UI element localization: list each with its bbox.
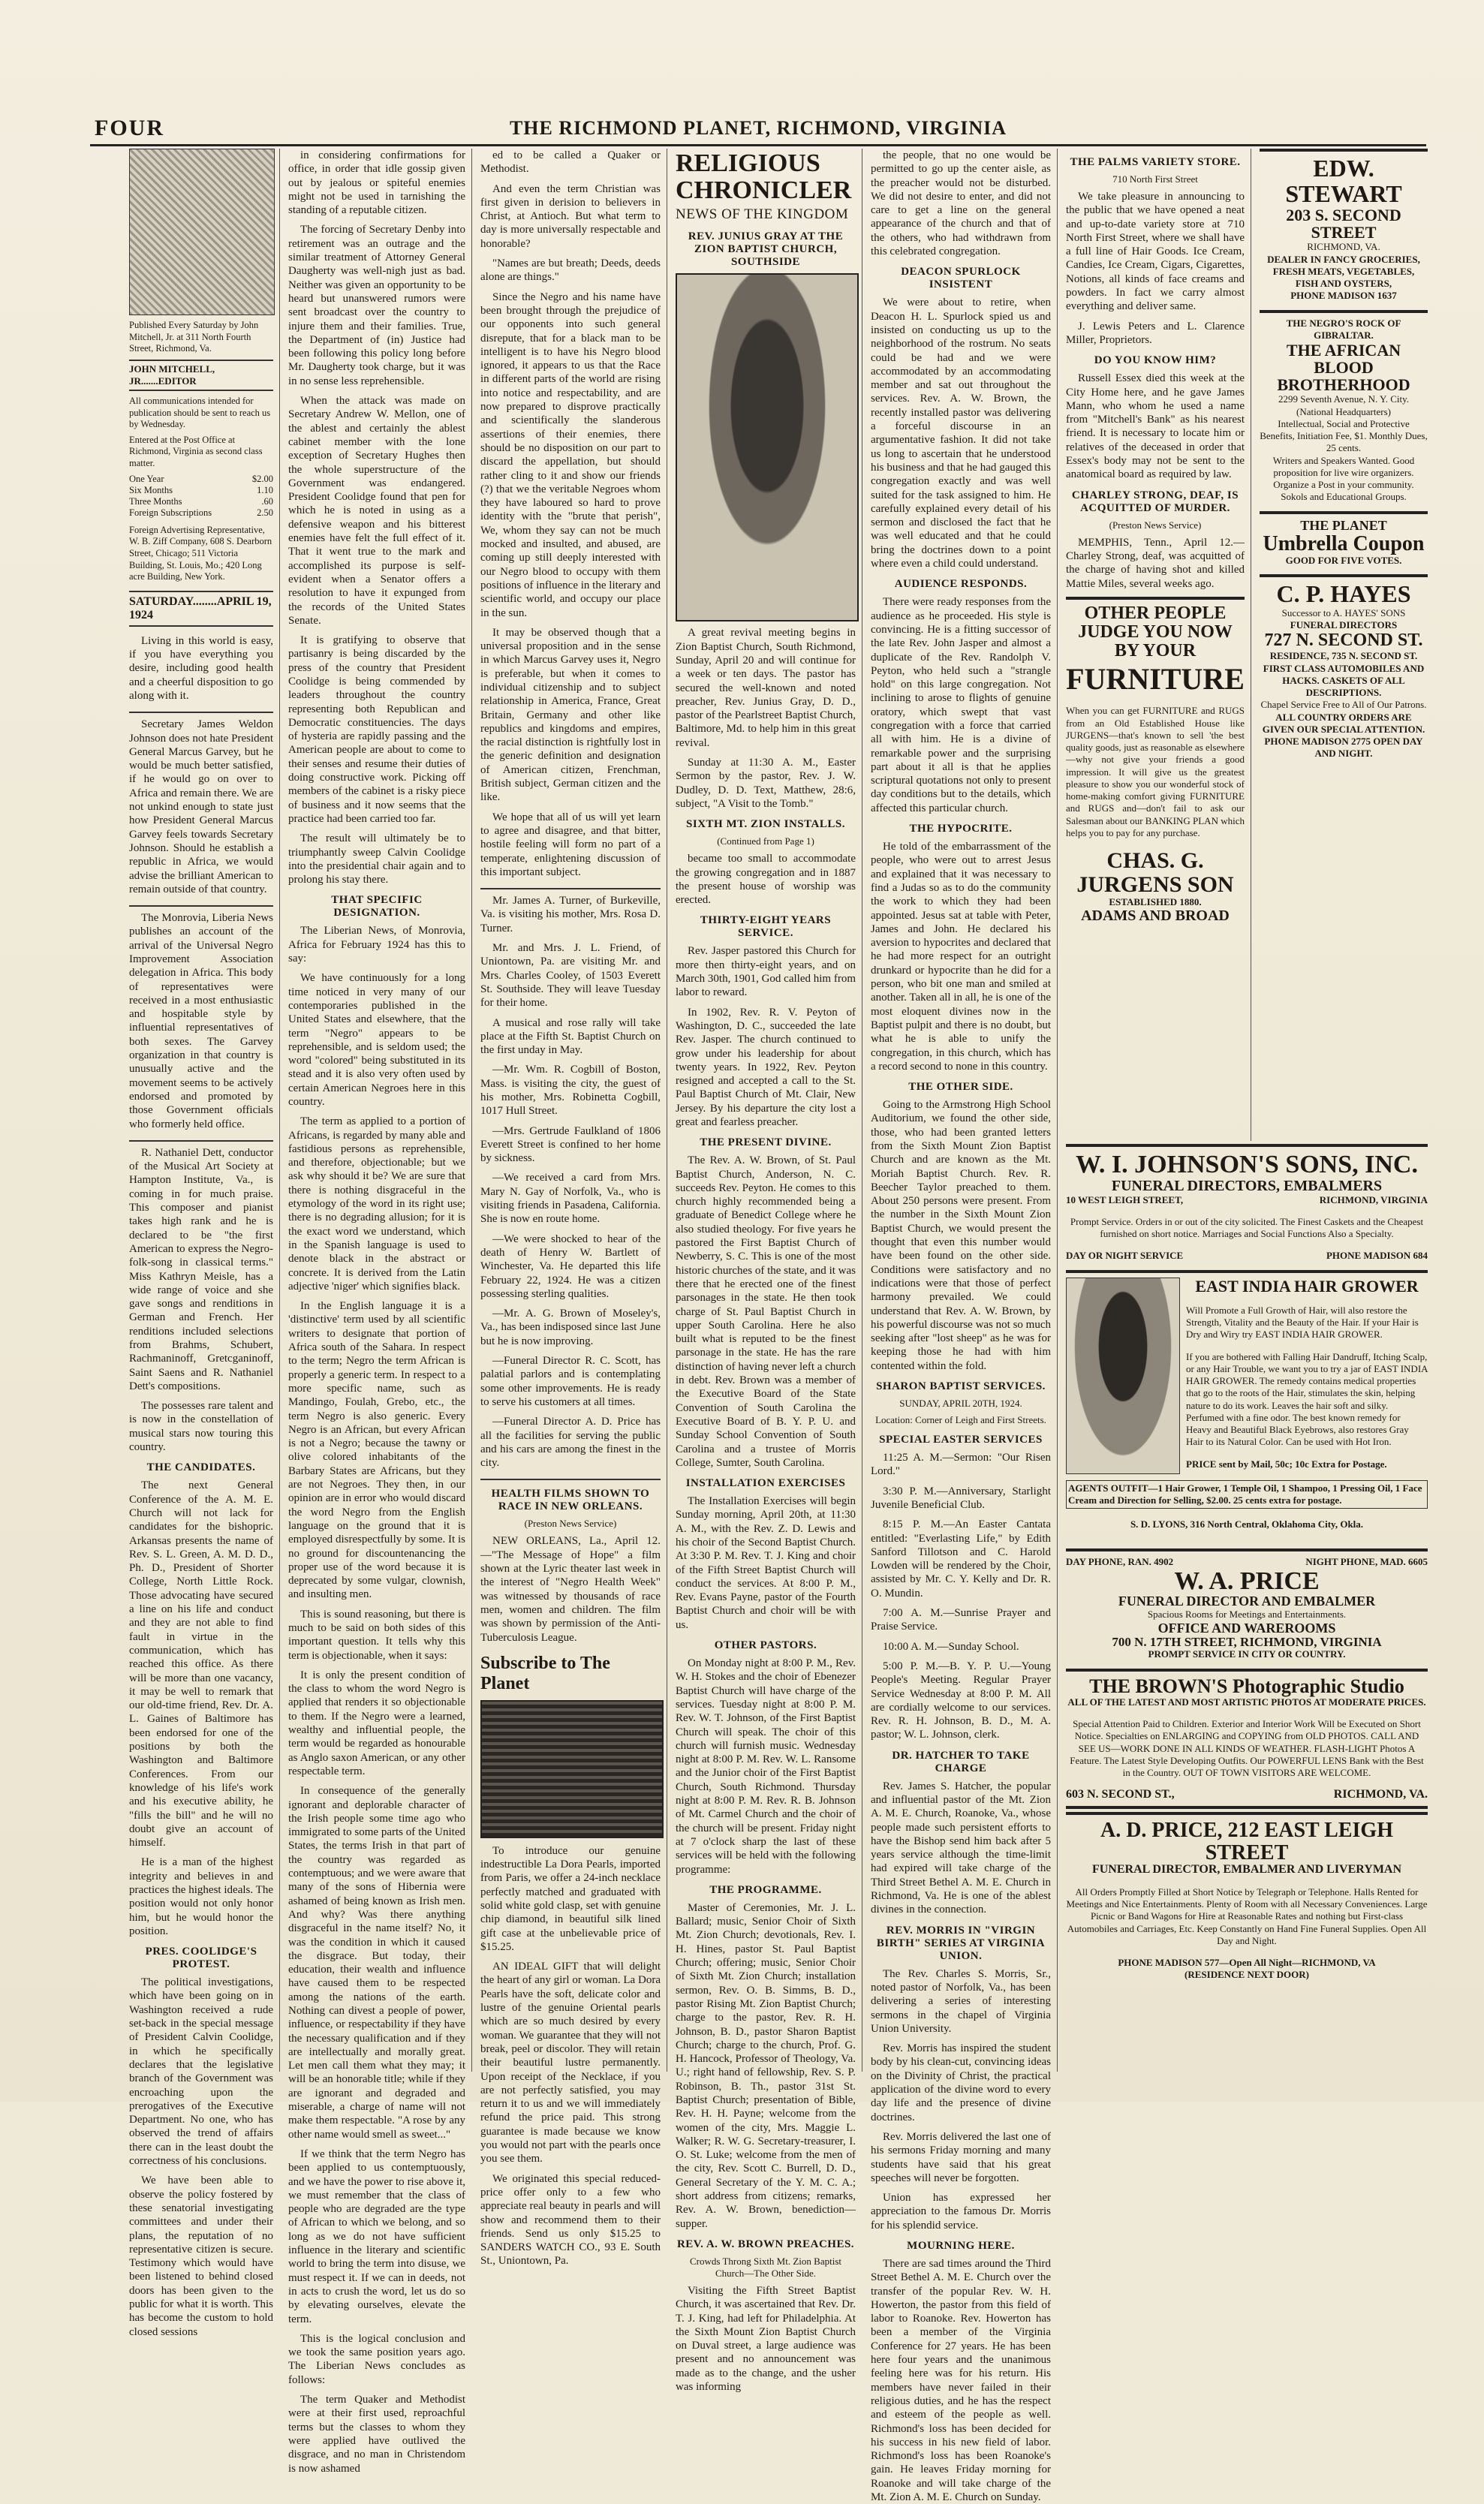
news-paragraph: A great revival meeting begins in Zion Baptist Church, South Richmond, Sunday, April 20 and will continue for a week or ten days. The pastor has secured the well-known and noted preacher, Rev. Junius Gray, D. D., pastor of the Pearlstreet Baptist Church, Baltimore, Md. to help him in this great revival. <box>676 627 856 749</box>
portrait-image <box>676 273 859 621</box>
pearl-necklace-case-image <box>480 1700 664 1838</box>
column-2 <box>282 149 471 2475</box>
abb-benefits: Intellectual, Social and Protective Benefits, Initiation Fee, $1. Monthly Dues, 25 cents. <box>1260 417 1428 454</box>
sharon-location: Location: Corner of Leigh and First Streets. <box>875 1414 1046 1426</box>
abb-name: THE AFRICAN BLOOD BROTHERHOOD <box>1277 341 1410 395</box>
subhead: THIRTY-EIGHT YEARS SERVICE. <box>700 914 832 940</box>
subscription-rates <box>129 474 273 519</box>
wa-price-line: FUNERAL DIRECTOR AND EMBALMER <box>1118 1594 1376 1609</box>
abb-tagline: THE NEGRO'S ROCK OF GIBRALTAR. <box>1286 317 1401 341</box>
palms-store-address: 710 North First Street <box>1112 173 1198 185</box>
news-paragraph: Rev. Morris delivered the last one of his sermons Friday morning and many students have said that his great speeches will never be forgotten. <box>871 2130 1051 2184</box>
personal-item: Mr. and Mrs. J. L. Friend, of Uniontown, Pa. are visiting Mr. and Mrs. Charles Cooley, of 1503 Everett St. Southside. They will leave Tuesday for their home. <box>480 942 661 1010</box>
separator <box>129 712 273 713</box>
east-india-hair-grower-ad <box>1066 1270 1428 1545</box>
browns-address-row <box>1066 1789 1428 1801</box>
ad-paragraph: We originated this special reduced-price offer only to a few who appreciate real beauty in pearls and will show and recommend them to their friends. Send us only $15.25 to SANDERS WATCH CO., 93 E. South St., Uniontown, Pa. <box>480 2172 661 2268</box>
editorial-paragraph: This is the logical conclusion and we took the same position years ago. The Liberian News concludes as follows: <box>288 2332 465 2386</box>
news-paragraph: Union has expressed her appreciation to the famous Dr. Morris for his splendid service. <box>871 2192 1051 2232</box>
johnson-city: RICHMOND, VIRGINIA <box>1319 1193 1428 1205</box>
news-paragraph: On Monday night at 8:00 P. M., Rev. W. H. Stokes and the choir of Ebenezer Baptist Church will have charge of the services. Tuesday night at 8:00 P. M. Rev. W. T. Johnson, of the First Baptist Church will speak. The choir of this church will furnish music. Wednesday night at 8:00 P. M. Rev. W. L. Ransome and the Junior choir of the First Baptist Church, South Richmond. Thursday night at 8:00 P. M. Rev. R. B. Johnson of Mt. Carmel Church and the choir of the church will be present. Friday night at 7 o'clock sharp the last of these services will be held with the following programme: <box>676 1657 856 1876</box>
news-paragraph: The Rev. Charles S. Morris, Sr., noted pastor of Norfolk, Va., has been delivering a series of interesting sermons in the chapel of Virginia Union University. <box>871 1967 1051 2035</box>
subhead: THE HYPOCRITE. <box>909 823 1013 835</box>
johnson-name: W. I. JOHNSON'S SONS, INC. <box>1076 1151 1418 1178</box>
personal-item: —We were shocked to hear of the death of Henry W. Bartlett of Winchester, Va. He departed this life February 22, 1924. He was a citizen possessing sterling qualities. <box>480 1232 661 1300</box>
ad-price-phone: PHONE MADISON 577—Open All Night—RICHMOND, VA <box>1118 1957 1376 1969</box>
stewart-line: DEALER IN FANCY GROCERIES, <box>1267 253 1420 265</box>
editorial-paragraph: The term Quaker and Methodist were at their first used, reproachful terms but the classes to whom they were applied have outlived the disgrace, and no man in Christendom is now ashamed <box>288 2394 465 2475</box>
stewart-name: EDW. STEWART <box>1285 155 1402 207</box>
rate-row: One Year $2.00 <box>129 473 273 484</box>
wa-price-day-phone: DAY PHONE, RAN. 4902 <box>1066 1555 1174 1567</box>
news-paragraph: The Installation Exercises will begin Sunday morning, April 20th, at 11:30 A. M., with the Rev. Z. D. Lewis and his choir of the Second Baptist Church. At 3:30 P. M. Rev. T. J. King and choir of the Fifth Street Baptist Church will conduct the services. At 8:00 P. M., Rev. Evans Payne, pastor of the Fourth Baptist Church and choir will be with us. <box>676 1495 856 1631</box>
jurgens-address: ADAMS AND BROAD <box>1081 907 1230 925</box>
program-item: 8:15 P. M.—An Easter Cantata entitled: "Everlasting Life," by Edith Sanford Tillotson and C. Harold Lowden will be rendered by the Choir, assisted by Mr. C. Y. Kelly and Dr. R. O. Mundin. <box>871 1518 1051 1600</box>
editor-line: JOHN MITCHELL, JR.......EDITOR <box>129 360 273 391</box>
separator <box>129 905 273 907</box>
hayes-line: Chapel Service Free to All of Our Patrons. <box>1260 699 1427 711</box>
subhead: THE PRESENT DIVINE. <box>700 1136 832 1149</box>
jurgens-established: ESTABLISHED 1880. <box>1109 896 1202 908</box>
furniture-ad-headline: OTHER PEOPLE JUDGE YOU NOW BY YOUR <box>1078 603 1233 661</box>
column-7 <box>1254 149 1434 1141</box>
editorial-paragraph: The Liberian News, of Monrovia, Africa for February 1924 has this to say: <box>288 925 465 965</box>
editorial-paragraph: The term as applied to a portion of Africans, is regarded by many able and fastidious persons as reprehensible, and therefore, objectionable; but we ask why should it be? We are sure that there is nothing disgraceful in the etymology of the word in its right use; there is no degrading allusion; for it is the exact word we understand, which in the Spanish language is used to denote black in the abstract or concrete. It is derived from the Latin adjective 'niger' which signifies black. <box>288 1115 465 1293</box>
hayes-phone: PHONE MADISON 2775 OPEN DAY AND NIGHT. <box>1264 736 1423 760</box>
hayes-line: Successor to A. HAYES' SONS <box>1281 606 1406 618</box>
abb-wanted: Writers and Speakers Wanted. Good proposition for live wire organizers. Organize a Post in your community. Sokols and Educational Groups. <box>1272 454 1415 503</box>
headline-do-you-know-him: DO YOU KNOW HIM? <box>1094 354 1217 367</box>
hayes-line: ALL COUNTRY ORDERS ARE GIVEN OUR SPECIAL ATTENTION. <box>1262 711 1425 735</box>
palms-store-heading: THE PALMS VARIETY STORE. <box>1070 156 1241 168</box>
browns-name: THE BROWN'S Photographic Studio <box>1089 1675 1404 1697</box>
news-paragraph: Going to the Armstrong High School Auditorium, we found the other side, those, who had been granted letters from the Sixth Mount Zion Baptist Church and are known as the Mt. Moriah Baptist Church. Rev. R. Beecher Taylor preached to them. About 250 persons were present. From the number in the Sixth Mount Zion Baptist Church, we would present the thought that even this number would have been found on the other side. Conditions were satisfactory and no indications were that those of perfect harmony prevailed. We could understand that Rev. A. W. Brown, by his powerful discourse was not so much seeking after "lost sheep" as he was for keeping those he had with him contented within the fold. <box>871 1099 1051 1372</box>
wa-price-line: PROMPT SERVICE IN CITY OR COUNTRY. <box>1148 1648 1346 1660</box>
ad-paragraph: AN IDEAL GIFT that will delight the heart of any girl or woman. La Dora Pearls have the soft, delicate color and lustre of the genuine Oriental pearls which are so much desired by every woman. We guarantee that they will not break, peel or discolor. They will retain their beautiful lustre permanently. Upon receipt of the Necklace, if you are not perfectly satisfied, you may return it to us and we will immediately refund the price paid. This strong guarantee is made because we know you would not part with the pearls once you see them. <box>480 1961 661 2165</box>
editorial-paragraph: "Names are but breath; Deeds, deeds alone are things." <box>480 257 661 284</box>
headline-charley-strong: CHARLEY STRONG, DEAF, IS ACQUITTED OF MURDER. <box>1071 489 1239 514</box>
editorial-paragraph: The Monrovia, Liberia News publishes an account of the arrival of the Universal Negro Improvement Association delegation in Africa. This body of representatives were received in a most enthusiastic and hospitable style by influential representatives of both sexes. The Garvey organization in that country is unusually active and the movement seems to be actively endorsed and promoted by those Government officials who formerly held office. <box>129 912 273 1130</box>
headline-hatcher: DR. HATCHER TO TAKE CHARGE <box>892 1749 1030 1774</box>
ad-price-line: FUNERAL DIRECTOR, EMBALMER AND LIVERYMAN <box>1091 1862 1402 1876</box>
separator <box>480 1479 661 1480</box>
continued-note: (Continued from Page 1) <box>717 835 814 847</box>
entered-note: Entered at the Post Office at Richmond, Virginia as second class matter. <box>129 434 263 468</box>
news-paragraph: He told of the embarrassment of the people, who were out to arrest Jesus and explained that it was necessary to find a Judas so as to do the community the work to which they had been appointed. Jesus sat at table with Peter, James and John. He declared his aversion to hypocrites and declared that he had more respect for an outright drunkard or hypocrite than he did for a person, who bit one man and smiled at another. Taken all in all, he is one of the most eloquent divines now in the Baptist pulpit and there is no doubt, but what he is able to unify the congregation, in this church, which has a record second to none in this country. <box>871 841 1051 1073</box>
editorial-paragraph: We have continuously for a long time noticed in very many of our contemporaries published in the United States and elsewhere, that the term "Negro" appears to be reprehensible, and is seldom used; the word "colored" being substituted in its stead and it is also very often used by certain American Negroes here in this country. <box>288 972 465 1108</box>
hair-grower-price: PRICE sent by Mail, 50c; 10c Extra for Postage. <box>1186 1458 1387 1470</box>
wa-price-line: Spacious Rooms for Meetings and Entertainments. <box>1147 1609 1347 1621</box>
headline-brown-preaches: REV. A. W. BROWN PREACHES. <box>676 2238 855 2250</box>
column-1 <box>123 149 279 2338</box>
hair-grower-body: Will Promote a Full Growth of Hair, will also restore the Strength, Vitality and the Beauty of the Hair. If your Hair is Dry and Wiry try EAST INDIA HAIR GROWER. <box>1186 1304 1419 1341</box>
coupon-title: Umbrella Coupon <box>1263 531 1425 555</box>
wa-price-name: W. A. PRICE <box>1174 1567 1320 1595</box>
program-item: 7:00 A. M.—Sunrise Prayer and Praise Service. <box>871 1607 1051 1633</box>
editorial-paragraph: The forcing of Secretary Denby into retirement was an outrage and the similar treatment of Attorney General Daugherty was well-nigh just as bad. Neither was given an opportunity to be heard but unanswered rumors were sent broadcast over the country to injure them and their families. True, the Department of (in) Justice had been following this policy long before Mr. Daugherty took charge, but it was in no sense less reprehensible. <box>288 224 465 387</box>
section-banner: RELIGIOUS CHRONICLER <box>676 149 852 204</box>
news-paragraph: NEW ORLEANS, La., April 12.—"The Message of Hope" a film shown at the Lyric theater last week in the interest of "Negro Health Week" was witnessed by thousands of race men, women and children. The film was shown by permission of the Anti-Tuberculosis League. <box>480 1535 661 1644</box>
johnson-address: 10 WEST LEIGH STREET, <box>1066 1193 1184 1205</box>
subhead: AUDIENCE RESPONDS. <box>894 578 1028 591</box>
personal-item: —We received a card from Mrs. Mary N. Gay of Norfolk, Va., who is visiting friends in Pasadena, California. She is now en route home. <box>480 1172 661 1226</box>
masthead-title: THE RICHMOND PLANET, RICHMOND, VIRGINIA <box>509 117 1007 139</box>
editorial-paragraph: And even the term Christian was first given in derision to believers in Christ, at Antioch. But what term to day is more universally respectable and honorable? <box>480 182 661 250</box>
page-number: FOUR <box>95 116 164 140</box>
news-paragraph: Master of Ceremonies, Mr. J. L. Ballard; music, Senior Choir of Sixth Mt. Zion Church; devotionals, Rev. I. H. Hines, pastor St. Paul Baptist Church; offering; music, Senior Choir of Sixth Mt. Zion Church; installation sermon, Rev. O. B. Simms, B. D., pastor Rising Mt. Zion Baptist Church; charge to the pastor, Rev. R. H. Johnson, B. D., pastor Sharon Baptist Church; charge to the church, Prof. G. H. Hancock, Professor of Theology, Va. U.; right hand of fellowship, Rev. S. P. Robinson, B. Th., pastor 31st St. Baptist Church; presentation of Bible, Rev. H. H. Payne; welcome from the women of the city, Mrs. Maggie L. Walker; R. W. G. Secretary-treasurer, I. O. St. Luke; welcome from the men of the city, Rev. Scott C. Burrell, D. D., General Secretary of the Y. M. C. A.; short address from citizens; remarks, Rev. A. W. Brown, benediction—supper. <box>676 1901 856 2230</box>
column-3 <box>474 149 667 2268</box>
separator <box>480 888 661 889</box>
news-service-credit: (Preston News Service) <box>1109 519 1202 531</box>
hayes-address: 727 N. SECOND ST. <box>1264 631 1423 651</box>
editorial-paragraph: We hope that all of us will yet learn to agree and disagree, and that bitter, hostile feeling will form no part of a temperate, enlightening discussion of this important subject. <box>480 811 661 878</box>
hair-grower-agents: AGENTS OUTFIT—1 Hair Grower, 1 Temple Oil, 1 Shampoo, 1 Pressing Oil, 1 Face Cream and Direction for Selling, $2.00. 25 cents extra for postage. <box>1066 1480 1428 1509</box>
editorial-paragraph: Secretary James Weldon Johnson does not hate President General Marcus Garvey, but he would be much better satisfied, if he would go on over to Africa and remain there. We are not unkind enough to state just how President General Marcus Garvey feels towards Secretary Johnson. Should he establish a republic in Africa, we would advise the brilliant American to remain outside of that country. <box>129 718 273 895</box>
headline-health-films: HEALTH FILMS SHOWN TO RACE IN NEW ORLEANS. <box>491 1488 650 1513</box>
furniture-ad-body: When you can get FURNITURE and RUGS from an Old Established House like JURGENS—that's known to sell 'the best quality goods, just as reasonable as elsewhere—why not give your friends a good impression. It will give us the greatest pleasure to show you our wonderful stock of home-making comfort giving FURNITURE and RUGS and—don't fail to ask our Salesman about our BANKING PLAN which helps you to pay for any purchase. <box>1066 705 1245 838</box>
editorial-paragraph: The result will ultimately be to triumphantly sweep Calvin Coolidge into the presidential chair again and to prolong his stay there. <box>288 832 465 886</box>
ad-paragraph: To introduce our genuine indestructible La Dora Pearls, imported from Paris, we offer a 24-inch necklace perfectly matched and graduated with solid white gold clasp, set with genuine chip diamond, in beautiful silk lined gift case at the unbelievable price of $15.25. <box>480 1844 661 1953</box>
headline-candidates: THE CANDIDATES. <box>146 1461 256 1474</box>
furniture-ad-title: FURNITURE <box>1066 662 1245 697</box>
issue-date: SATURDAY........APRIL 19, 1924 <box>129 591 273 627</box>
johnson-phone: PHONE MADISON 684 <box>1326 1250 1428 1262</box>
sharon-date: SUNDAY, APRIL 20TH, 1924. <box>899 1398 1022 1410</box>
woman-portrait-image <box>1066 1278 1180 1474</box>
personal-item: A musical and rose rally will take place at the Fifth St. Baptist Church on the first unday in May. <box>480 1016 661 1057</box>
headline-sharon: SHARON BAPTIST SERVICES. <box>876 1380 1046 1393</box>
editorial-paragraph: This is sound reasoning, but there is much to be said on both sides of this important question. It tells why this term is objectionable, when it says: <box>288 1608 465 1662</box>
wa-price-funeral-ad <box>1066 1548 1428 1666</box>
news-paragraph: There were ready responses from the audience as he proceeded. His style is convincing. He is a fitting successor of the late Rev. John Jasper and almost a duplicate of the Rev. Randolph V. Peyton, who held such a "strangle hold" on this large congregation. Not inclining to arose to flights of genuine oratory, which swept that vast congregation with a force that carried all with him. He is a divine of remarkable power and the surprising part about it all is that he applies scriptural quotations not only to present day conditions but to the details, which affected this particular church. <box>871 596 1051 814</box>
news-paragraph: There are sad times around the Third Street Bethel A. M. E. Church over the transfer of the popular Rev. W. H. Howerton, the pastor from this field of labor to Roanoke. Rev. Howerton has been a member of the Virginia Conference for 27 years. He has been here four years and the unanimous feeling here was for his return. His members have never failed in their religious duties, and he has the respect and esteem of the people as well. Richmond's loss has been decided for his success in his new field of labor. Richmond's loss has been Roanoke's gain. He leaves Friday morning for Roanoke and will take charge of the Mt. Zion A. M. E. Church on Sunday. <box>871 2258 1051 2504</box>
news-paragraph: Sunday at 11:30 A. M., Easter Sermon by the pastor, Rev. J. W. Dudley, D. D. Text, Matthew, 28:6, subject, "A Visit to the Tomb." <box>676 757 856 810</box>
browns-address: 603 N. SECOND ST., <box>1066 1788 1175 1801</box>
news-paragraph: We were about to retire, when Deacon H. L. Spurlock spied us and insisted on conducting us up to the neighborhood of the rostrum. No seats could be had and we were accommodated by an accommodating member and sat out throughout the services. Rev. A. W. Brown, the recently installed pastor was delivering a forceful discourse in an argumentative fashion. It did not take us long to ascertain that he understood his business and that he had gauged this congregation exactly and was well suited for the task assigned to him. He carefully explained every detail of his sermon and disclosed the fact that he was well educated and that he could bring the doctrines down to a point where even a child could understand. <box>871 296 1051 570</box>
stewart-grocery-ad <box>1260 149 1428 307</box>
column-rule <box>1057 149 1058 2072</box>
subscribe-heading: Subscribe to The Planet <box>480 1653 610 1693</box>
johnson-address-row <box>1066 1194 1428 1206</box>
column-4 <box>670 149 862 2394</box>
editorial-paragraph: It is gratifying to observe that partisanry is being discarded by the press of the country that President Coolidge is being commended by leaders throughout the country representing both Republican and Democratic constituencies. The days of hysteria are rapidly passing and the American people are about to come to their senses and resume their duties of doing constructive work. Picking off members of the cabinet is a risky piece of business and it now seems that the practice had been carried too far. <box>288 634 465 825</box>
johnson-body: Prompt Service. Orders in or out of the city solicited. The Finest Caskets and the Cheapest furnished on short notice. Marriages and Social Functions Also a Specialty. <box>1070 1215 1424 1240</box>
program-item: 11:25 A. M.—Sermon: "Our Risen Lord." <box>871 1452 1051 1478</box>
wa-price-night-phone: NIGHT PHONE, MAD. 6605 <box>1305 1555 1428 1567</box>
separator <box>129 1140 273 1142</box>
stewart-line: FRESH MEATS, VEGETABLES, <box>1272 265 1415 277</box>
headline-morris: REV. MORRIS IN "VIRGIN BIRTH" SERIES AT VIRGINIA UNION. <box>876 1924 1046 1962</box>
news-paragraph: MEMPHIS, Tenn., April 12.—Charley Strong, deaf, was acquitted of the charge of having shot and killed Mattie Miles, several weeks ago. <box>1066 536 1245 590</box>
abb-address: 2299 Seventh Avenue, N. Y. City. (National Headquarters) <box>1278 393 1410 417</box>
headline-mourning: MOURNING HERE. <box>907 2240 1015 2252</box>
browns-body: Special Attention Paid to Children. Exterior and Interior Work Will be Executed on Short Notice. Specialties on ENLARGING and COPYING from OLD PHOTOS. CALL AND SEE US—WORK DONE IN ALL KINDS OF WEATHER. FLASH-LIGHT Photos A Feature. The Latest Style Developing Outfits. Our POWERFUL LENS Bank with the Best in the Country. OUT OF TOWN VISITORS ARE WELCOME. <box>1070 1718 1424 1779</box>
subhead: THE PROGRAMME. <box>709 1883 822 1896</box>
foreign-advertising: Foreign Advertising Representative, W. B. Ziff Company, 608 S. Dearborn Street, Chicago; 511 Victoria Building, St. Louis, Mo.; 420 Long acre Building, New York. <box>129 524 272 582</box>
masthead-cut-image <box>129 149 275 315</box>
editorial-paragraph: in considering confirmations for office, in order that idle gossip given out by jealous or spiteful enemies might not be used in tarnishing the standing of a reputable citizen. <box>288 149 465 217</box>
coupon-paper: THE PLANET <box>1300 517 1387 533</box>
editorial-paragraph: It is only the present condition of the class to whom the word Negro is applied that renders it so objectionable to them. If the Negro were a learned, wealthy and influential people, the term would be regarded as honourable as Anglo saxon American, or any other respectable term. <box>288 1669 465 1777</box>
personal-item: —Funeral Director R. C. Scott, has palatial parlors and is contemplating some other improvements. He is ready to serve his customers at all times. <box>480 1355 661 1408</box>
editorial-paragraph: He is a man of the highest integrity and believes in and practices the highest ideals. The position would not only honor him, but he would honor the position. <box>129 1856 273 1937</box>
hair-grower-title: EAST INDIA HAIR GROWER <box>1195 1276 1419 1296</box>
masthead <box>90 113 1426 146</box>
johnson-funeral-ad <box>1066 1144 1428 1267</box>
editorial-paragraph: The next General Conference of the A. M. E. Church will not lack for candidates for the bishopric. Arkansas presents the name of Rev. S. L. Green, A. M. D. D., Ph. D., President of Shorter College, North Little Rock. Those advocating have secured a line on his life and conduct and they are not able to find fault in virtue in the communication, which has reached this office. As there will be more than one vacancy, it may be well to remark that our old-time friend, Rev. Dr. A. L. Gaines of Baltimore has been endorsed for one of the positions by both the Washington and Baltimore Conferences. From our knowledge of his life's work and his executive ability, he "fills the bill" and he will no doubt give an account of himself. <box>129 1479 273 1849</box>
news-paragraph: Rev. James S. Hatcher, the popular and influential pastor of the Mt. Zion A. M. E. Church, Roanoke, Va., whose people made such persistent efforts to have the Bishop send him back after 5 years service although the time-limit had expired will take charge of the Third Street Bethel A. M. E. Church in Richmond, Va. He is one of the ablest divines in the connection. <box>871 1780 1051 1916</box>
rate-row: Foreign Subscriptions 2.50 <box>129 507 273 518</box>
browns-line: ALL OF THE LATEST AND MOST ARTISTIC PHOTOS AT MODERATE PRICES. <box>1067 1696 1426 1708</box>
column-rule <box>471 149 472 2072</box>
editorial-paragraph: ed to be called a Quaker or Methodist. <box>480 149 661 176</box>
palms-store-body: We take pleasure in announcing to the public that we have opened a neat and up-to-date variety store at 710 North First Street, where we shall have a full line of Hair Goods. Ice Cream, Candies, Ice Cream, Cigars, Cigarettes, Notions, all kinds of face creams and powders. In fact we carry almost everything and deliver same. <box>1066 191 1245 313</box>
news-paragraph: the people, that no one would be permitted to go up the center aisle, as the preacher would not be disturbed. We did not desire to enter, and did not care to get a line on the general appearance of the church and that of the others, who had withdrawn from this celebrated congregation. <box>871 149 1051 258</box>
subhead: THE OTHER SIDE. <box>908 1081 1013 1094</box>
headline-coolidge-protest: PRES. COOLIDGE'S PROTEST. <box>145 1946 257 1971</box>
subhead: INSTALLATION EXERCISES <box>685 1477 846 1490</box>
headline-specific-designation: THAT SPECIFIC DESIGNATION. <box>331 894 423 919</box>
news-paragraph: The Rev. A. W. Brown, of St. Paul Baptist Church, Anderson, N. C. succeeds Rev. Peyton. He comes to this church highly recommended being a graduate of Benedict College where he also studied theology. For five years he pastored the First Baptist Church of Newberry, S. C. This is one of the most historic churches of the state, and it was there that he erected one of the finest parsonages in the state. He then took charge of St. Paul Baptist Church in upper South Carolina. Here he also built what is reputed to be the finest parsonage in the state. He has the rare distinction of having never left a church in debt. Rev. Brown was a member of the Executive Board of the State Convention of South Carolina the Executive Board of B. Y. P. U. and Sunday School Convention of South Carolina and a trustee of Morris College, Sumter, South Carolina. <box>676 1154 856 1469</box>
editorial-paragraph: It may be observed though that a universal proposition and in the sense in which Marcus Garvey uses it, Negro is preferable, but when it comes to individual citizenship and to subject relationship in America, France, Great Britain, Germany and other like republics and kingdoms and empires, the racial distinction is rightfully lost in the generic definition and designation of American citizen, Frenchman, British subject, German citizen and the like. <box>480 626 661 804</box>
communications-note: All communications intended for publication should be sent to reach us by Wednesday. <box>129 395 271 430</box>
program-item: 5:00 P. M.—B. Y. P. U.—Young People's Meeting. Regular Prayer Service Wednesday at 8:00 P. M. All are cordially welcome to our services. Rev. R. H. Johnson, B. D., M. A. pastor; W. L. Johnson, clerk. <box>871 1660 1051 1741</box>
editorial-paragraph: The political investigations, which have been going on in Washington received a rude set-back in the special message of President Calvin Coolidge, in which he specifically declares that the legislative branch of the Government was encroaching upon the prerogatives of the Executive Department. No one, who has observed the trend of affairs there can in the least doubt the correctness of his conclusions. <box>129 1976 273 2168</box>
browns-photo-studio-ad <box>1066 1669 1428 1810</box>
jurgens-furniture-ad <box>1066 597 1245 929</box>
editorial-paragraph: In consequence of the generally ignorant and deplorable character of the Irish people some time ago who immigrated to some parts of the United States, the terms Irish in that part of the country was regarded as contemptuous; and we were aware that many of the sons of Hibernia were ashamed of being known as Irish men. And why? Was there anything disgraceful in the name itself? No, it was the condition in which it caused the disgrace. But today, their education, their wealth and influence have caused them to be respected among the nations of the earth. Nothing can divest a people of power, influence, or respectability if they have the necessary qualification and if they are intellectually and morally great. Let men call them what they may; it will be an honorable title; while if they are ignorant and degraded and miserable, a charge of name will not make them respectable. "A rose by any other name would smell as sweet..." <box>288 1785 465 2141</box>
coupon-votes: GOOD FOR FIVE VOTES. <box>1285 554 1402 566</box>
stewart-city: RICHMOND, VA. <box>1307 241 1380 253</box>
news-service-credit: (Preston News Service) <box>524 1518 617 1530</box>
editorial-paragraph: R. Nathaniel Dett, conductor of the Musical Art Society at Hampton Institute, Va., is coming in for much praise. This composer and pianist takes high rank and he is declared to be "the first American to express the Negro-folk-song in classical terms." Miss Kathryn Meisle, has a wide range of voice and she gave songs and renditions in German and French. Her renditions included selections from Brahms, Schubert, Rachmaninoff, Gretcganinoff, Saint Saens and R. Nathaniel Dett's compositions. <box>129 1146 273 1392</box>
news-paragraph: Russell Essex died this week at the City Home here, and he gave James Mann, who whom he used a name from "Mitchell's Bank" as his nearest friend. It is necessary to locate him or relatives of the deceased in order that Essex's body may not be sent to the anatomical board as required by law. <box>1066 372 1245 481</box>
hair-grower-maker: S. D. LYONS, 316 North Central, Oklahoma City, Okla. <box>1130 1518 1364 1530</box>
johnson-service-hours: DAY OR NIGHT SERVICE <box>1066 1250 1184 1262</box>
umbrella-coupon[interactable] <box>1260 511 1428 572</box>
subhead: SPECIAL EASTER SERVICES <box>879 1434 1043 1446</box>
personal-item: Mr. James A. Turner, of Burkeville, Va. is visiting his mother, Mrs. Rosa D. Turner. <box>480 895 661 934</box>
personal-item: —Funeral Director A. D. Price has all the facilities for serving the public and his cars are among the finest in the city. <box>480 1416 661 1470</box>
editorial-paragraph: Living in this world is easy, if you have everything you desire, including good health and a cheerful disposition to go along with it. <box>129 634 273 702</box>
editorial-paragraph: In the English language it is a 'distinctive' term used by all scientific writers to designate that portion of Africa south of the Sahara. In respect to the term; Negro the term African is properly a generic term. In respect to a more specific name, such as Mandingo, Foulah, Grebo, etc., the term Negro is also generic. Every Negro is an African, but every African is not a Negro; because the tawny or olive colored inhabitants of the Barbary States are Africans, but they are not Negroes. They then, in our opinion are in error who would discard the word Negro from the English language on the ground that it is employed disrespectfully by some. It is no ground for discountenancing the proper use of the word because it is deprecated by some vulgar, clownish, and insulting men. <box>288 1300 465 1601</box>
headline-junius-gray: REV. JUNIUS GRAY AT THE ZION BAPTIST CHURCH, SOUTHSIDE <box>688 230 844 269</box>
program-item: 10:00 A. M.—Sunday School. <box>883 1640 1019 1653</box>
publisher-note: Published Every Saturday by John Mitchell, Jr. at 311 North Fourth Street, Richmond, Va. <box>129 320 259 354</box>
jurgens-name: CHAS. G. JURGENS SON <box>1076 848 1234 897</box>
stewart-address: 203 S. SECOND STREET <box>1286 206 1401 242</box>
ad-price-funeral-ad <box>1066 1812 1428 1985</box>
news-paragraph: Rev. Morris has inspired the student body by his clean-cut, convincing ideas on the Divinity of Christ, the practical application of the divine word to every day life and the presence of divine doctrines. <box>871 2042 1051 2123</box>
wa-price-address: 700 N. 17TH STREET, RICHMOND, VIRGINIA <box>1112 1634 1382 1649</box>
personal-item: —Mr. A. G. Brown of Moseley's, Va., has been indisposed since last June but he is now improving. <box>480 1308 661 1347</box>
editorial-paragraph: When the attack was made on Secretary Andrew W. Mellon, one of the ablest and certainly the ablest cabinet member with the lone exception of Secretary Hughes then the whole superstructure of the Government was endangered. President Coolidge found that pen for which he is noted in using as a defensive weapon and his bitterest enemies have felt the full effect of it. That it went true to the mark and accomplished its purpose is self-evident when a Senator offers a resolution to have it expunged from the records of the United States Senate. <box>288 395 465 627</box>
program-item: 3:30 P. M.—Anniversary, Starlight Juvenile Beneficial Club. <box>871 1485 1051 1511</box>
johnson-footer-row <box>1066 1250 1428 1262</box>
subhead: DEACON SPURLOCK INSISTENT <box>901 266 1021 291</box>
palms-store-proprietors: J. Lewis Peters and L. Clarence Miller, Proprietors. <box>1066 320 1245 346</box>
rate-row: Six Months 1.10 <box>129 484 273 495</box>
wa-price-phones <box>1066 1556 1428 1568</box>
ad-price-body: All Orders Promptly Filled at Short Notice by Telegraph or Telephone. Halls Rented for Meetings and Nice Entertainments. Plenty of Room with all Necessary Conveniences. Large Picnic or Band Wagons for Hire at Reasonable Rates and nothing but First-class Automobiles and Carriages, Etc. Keep Constantly on Hand Fine Funeral Supplies. Open All Day and Night. <box>1066 1886 1428 1946</box>
browns-city: RICHMOND, VA. <box>1333 1788 1428 1801</box>
column-rule <box>279 149 280 2072</box>
hayes-line: FIRST CLASS AUTOMOBILES AND HACKS. CASKETS OF ALL DESCRIPTIONS. <box>1263 662 1425 699</box>
hayes-name: C. P. HAYES <box>1276 580 1411 608</box>
hair-grower-body: If you are bothered with Falling Hair Dandruff, Itching Scalp, or any Hair Trouble, we want you to try a jar of EAST INDIA HAIR GROWER. The remedy contains medical properties that go to the roots of the Hair, stimulates the skin, helping nature to do its work. Leaves the hair soft and silky. Perfumed with a fine odor. The best known remedy for Heavy and Beautiful Black Eyebrows, also restores Gray Hair to its Natural Color. Can be used with Hot Iron. <box>1186 1350 1428 1448</box>
ad-price-residence: (RESIDENCE NEXT DOOR) <box>1184 1969 1309 1981</box>
hayes-line: RESIDENCE, 735 N. SECOND ST. <box>1269 650 1418 662</box>
subhead-deck: Crowds Throng Sixth Mt. Zion Baptist Church—The Other Side. <box>690 2255 841 2279</box>
stewart-phone: PHONE MADISON 1637 <box>1290 290 1397 302</box>
african-blood-brotherhood-ad <box>1260 310 1428 508</box>
editorial-paragraph: Since the Negro and his name have been brought through the prejudice of our opponents into such general disrepute, that for a black man to be intelligent is to have his Negro blood ignored, it appears to us that the Race in different parts of the world are rising into notice and respectability, and are now prepared to disprove practically and scientifically the slanderous assertions of their enemies, there should be no disposition on our part to discard the appellation, but should rather cling to it and show our friends (?) that we the veritable Negroes whom they have laboured so hard to prove identity with the "brute that perish", We, whom they say can not be much mocked and insulted, and abused, are coming up still deeply interested with our Negro blood to occupy with them positions of influence in the literary and scientific world, and occupy our place in the sun. <box>480 290 661 619</box>
editorial-paragraph: If we think that the term Negro has been applied to us contemptuously, and we have the power to rise above it, we must remember that the class of people who are degraded are the type of African to which we belong, and so long as we do not have sufficient influence in the literary and scientific world to bring the term into disuse, we must respect it. If we can in deeds, not in acts to crush the word, let us do so by elevating ourselves, elevate the term. <box>288 2147 465 2325</box>
personal-item: —Mrs. Gertrude Faulkland of 1806 Everett Street is confined to her home by sickness. <box>480 1124 661 1165</box>
ad-price-name: A. D. PRICE, 212 EAST LEIGH STREET <box>1100 1819 1393 1864</box>
news-paragraph: In 1902, Rev. R. V. Peyton of Washington, D. C., succeeded the late Rev. Jasper. The church continued to grow under his leadership for about twenty years. In 1922, Rev. Peyton resigned and accepted a call to the St. Paul Baptist Church of Mt. Clair, New Jersey. By his departure the city lost a great and fearless preacher. <box>676 1006 856 1128</box>
editorial-paragraph: The possesses rare talent and is now in the constellation of musical stars now touring this country. <box>129 1400 273 1454</box>
editorial-paragraph: We have been able to observe the policy fostered by these senatorial investigating committees and under their plans, the reputation of no representative citizen is secure. Testimony which would have been listened to behind closed doors has been given to the public for what it is worth. This has become the custom to hold closed sessions <box>129 2174 273 2338</box>
hayes-funeral-ad <box>1260 574 1428 765</box>
news-paragraph: Visiting the Fifth Street Baptist Church, it was ascertained that Rev. Dr. T. J. King, had left for Philadelphia. At the Sixth Mount Zion Baptist Church on Duval street, a large audience was present and no announcement was made as to the change, and the usher was informing <box>676 2284 856 2394</box>
hayes-line: FUNERAL DIRECTORS <box>1290 619 1398 631</box>
column-6 <box>1060 149 1251 1141</box>
news-paragraph: became too small to accommodate the growing congregation and in 1887 the present house of worship was erected. <box>676 853 856 907</box>
wa-price-line: OFFICE AND WAREROOMS <box>1157 1620 1336 1636</box>
rate-row: Three Months .60 <box>129 495 273 507</box>
subhead: OTHER PASTORS. <box>714 1639 817 1652</box>
johnson-services: FUNERAL DIRECTORS, EMBALMERS <box>1111 1177 1383 1194</box>
column-5 <box>865 149 1057 2504</box>
news-paragraph: Rev. Jasper pastored this Church for more then thirty-eight years, and on March 30th, 1901, God called him from labor to reward. <box>676 945 856 999</box>
headline-sixth-mt-zion: SIXTH MT. ZION INSTALLS. <box>686 818 845 831</box>
personal-item: —Mr. Wm. R. Cogbill of Boston, Mass. is visiting the city, the guest of his mother, Mrs. Robinetta Cogbill, 1017 Hull Street. <box>480 1064 661 1118</box>
wide-ads <box>1060 1144 1434 2072</box>
section-sub-banner: NEWS OF THE KINGDOM <box>676 206 849 223</box>
stewart-line: FISH AND OYSTERS, <box>1295 278 1392 290</box>
